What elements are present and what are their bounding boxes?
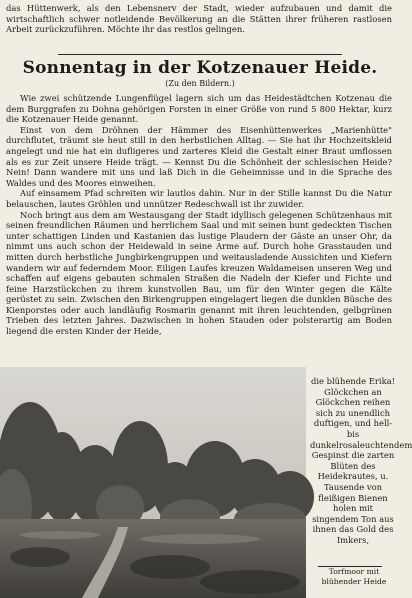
side-column-text: die blühende Erika! Glöckchen an Glöckchen reihen sich zu unendlich duftigen, und hell- bis dunkelrosaleuchtendem Gespinst die zarten Blüten des Heidekrautes, u. Tausende von fleißigen Bienen holen mit singendem Ton aus ihnen das Gold des Imkers,	[310, 376, 412, 545]
article-subtitle: (Zu den Bildern.)	[165, 79, 235, 88]
article-paragraph-2: Einst von dem Dröhnen der Hämmer des Eisenhüttenwerkes „Marienhütte" durchflutet, träumt sie heut still in den herbstlichen Alltag. — Sie hat ihr Hochzeitskleid angelegt und nie hat ein dufligeres und zarteres Kleid die Gestalt einer Braut umflossen als es zur Zeit unsere Heide trägt. — Kennst Du die Schönheit der schlesischen Heide? Nein! Dann wandere mit uns und laß Dich in die Geheimnisse und in die Sprache des Waldes und des Moores einweihen.	[6, 124, 392, 188]
article-body	[6, 93, 392, 337]
intro-paragraph: das Hüttenwerk, als den Lebensnerv der Stadt, wieder aufzubauen und damit die wirtschaftlich schwer notleidende Bevölkerung an die Stätten ihrer früheren rastlosen Arbeit zurückzuführen. Möchte ihr das restlos gelingen.	[6, 3, 392, 35]
photo-illustration	[0, 367, 306, 598]
article-title: Sonnentag in der Kotzenauer Heide.	[22, 58, 378, 78]
title-top-rule	[58, 54, 342, 55]
photo-caption: Torfmoor mit blühender Heide	[321, 567, 387, 586]
article-paragraph-3: Auf einsamem Pfad schreiten wir lautlos dahin. Nur in der Stille kannst Du die Natur belauschen, lautes Gröhlen und unnützer Redeschwall ist ihr zuwider.	[6, 188, 392, 209]
heath-landscape-photo	[0, 367, 306, 598]
article-paragraph-4: Noch bringt aus dem am Westausgang der Stadt idyllisch gelegenen Schützenhaus mit seinen freundlichen Räumen und herrlichem Saal und mit seinen bunt gedeckten Tischen unter schattigen Linden und Kastanien das lustige Plaudern der Gäste an unser Ohr, da nimmt uns auch schon der Heidewald in seine Arme auf. Durch hohe Grasstauden und mitten durch herbstliche Jungbirkengruppen und weitausladende Aussichten und Kiefern wandern wir auf federndem Moor. Eiligen Laufes kreuzen Waldameisen unseren Weg und schaffen auf eigens gebauten schmalen Straßen die Nadeln der Kiefer und Fichte und feine Harzstückchen zu ihrem kunstvollen Bau, um für den Winter gegen die Kälte gerüstet zu sein. Zwischen den Birkengruppen eingelagert liegen die dunklen Büsche des Kienporstes oder auch landläufig Rosmarin genannt mit ihren leuchtenden, gelbgrünen Trieben des letzten Jahres. Dazwischen in hohen Stauden oder polsterartig am Boden liegend die ersten Kinder der Heide,	[6, 209, 392, 337]
article-paragraph-1: Wie zwei schützende Lungenflügel lagern sich um das Heidestädtchen Kotzenau die dem Burggrafen zu Dohna gehörigen Forsten in einer Größe von rund 5 800 Hektar, kurz die Kotzenauer Heide genannt.	[6, 93, 392, 125]
